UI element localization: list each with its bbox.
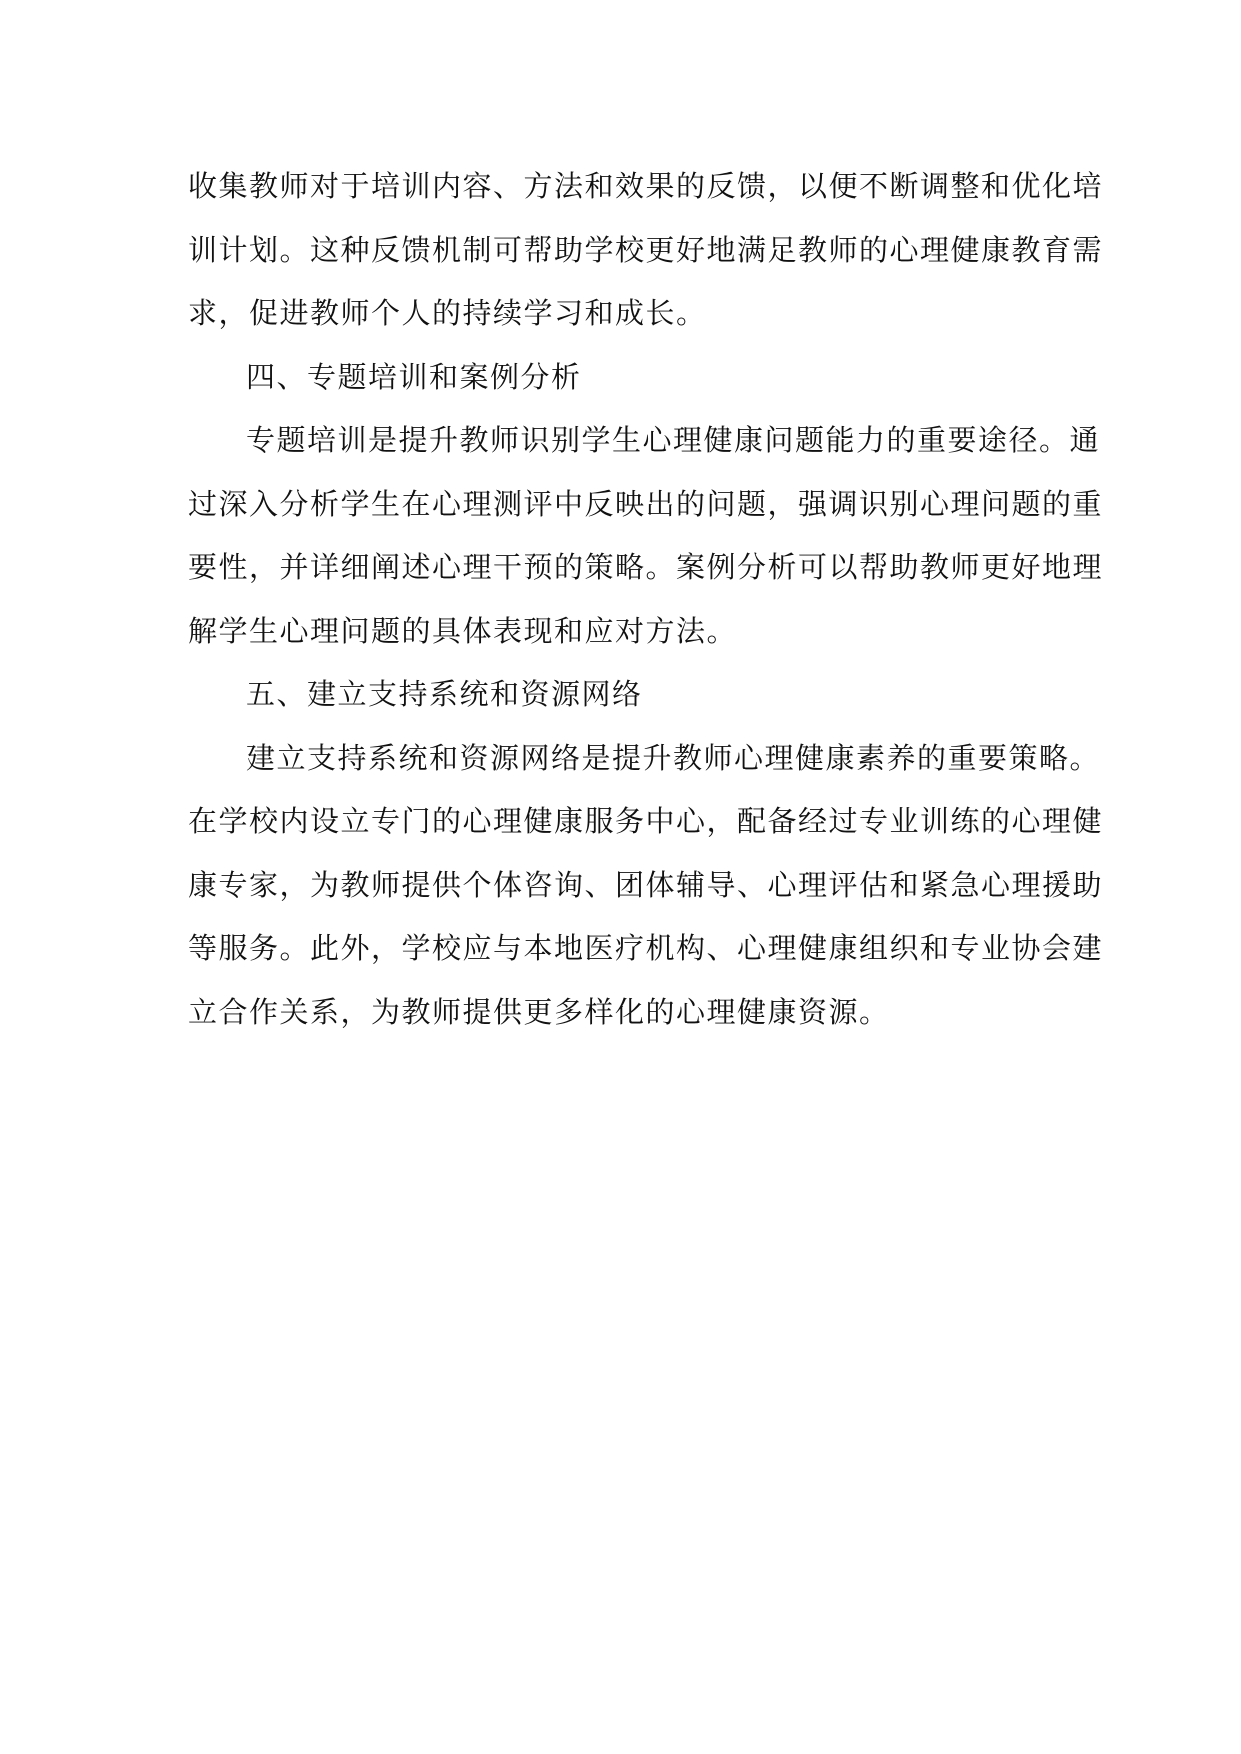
paragraph-line: 解学生心理问题的具体表现和应对方法。 bbox=[188, 613, 738, 648]
paragraph-line: 建立支持系统和资源网络是提升教师心理健康素养的重要策略。 bbox=[246, 740, 1101, 775]
paragraph-line: 过深入分析学生在心理测评中反映出的问题，强调识别心理问题的重 bbox=[188, 486, 1104, 521]
paragraph-line: 专题培训是提升教师识别学生心理健康问题能力的重要途径。通 bbox=[246, 423, 1101, 457]
paragraph-line: 求，促进教师个人的持续学习和成长。 bbox=[188, 296, 707, 330]
section-heading-4: 四、专题培训和案例分析 bbox=[246, 359, 582, 394]
section-heading-5: 五、建立支持系统和资源网络 bbox=[246, 677, 643, 711]
paragraph-line: 训计划。这种反馈机制可帮助学校更好地满足教师的心理健康教育需 bbox=[188, 232, 1104, 267]
document-body bbox=[188, 155, 1104, 1044]
paragraph-line: 在学校内设立专门的心理健康服务中心，配备经过专业训练的心理健 bbox=[188, 804, 1104, 838]
paragraph-line: 要性，并详细阐述心理干预的策略。案例分析可以帮助教师更好地理 bbox=[188, 550, 1104, 584]
paragraph-line: 康专家，为教师提供个体咨询、团体辅导、心理评估和紧急心理援助 bbox=[188, 867, 1104, 902]
paragraph-line: 等服务。此外，学校应与本地医疗机构、心理健康组织和专业协会建 bbox=[188, 931, 1104, 965]
paragraph-line: 立合作关系，为教师提供更多样化的心理健康资源。 bbox=[188, 994, 890, 1029]
paragraph-line: 收集教师对于培训内容、方法和效果的反馈，以便不断调整和优化培 bbox=[188, 169, 1104, 203]
